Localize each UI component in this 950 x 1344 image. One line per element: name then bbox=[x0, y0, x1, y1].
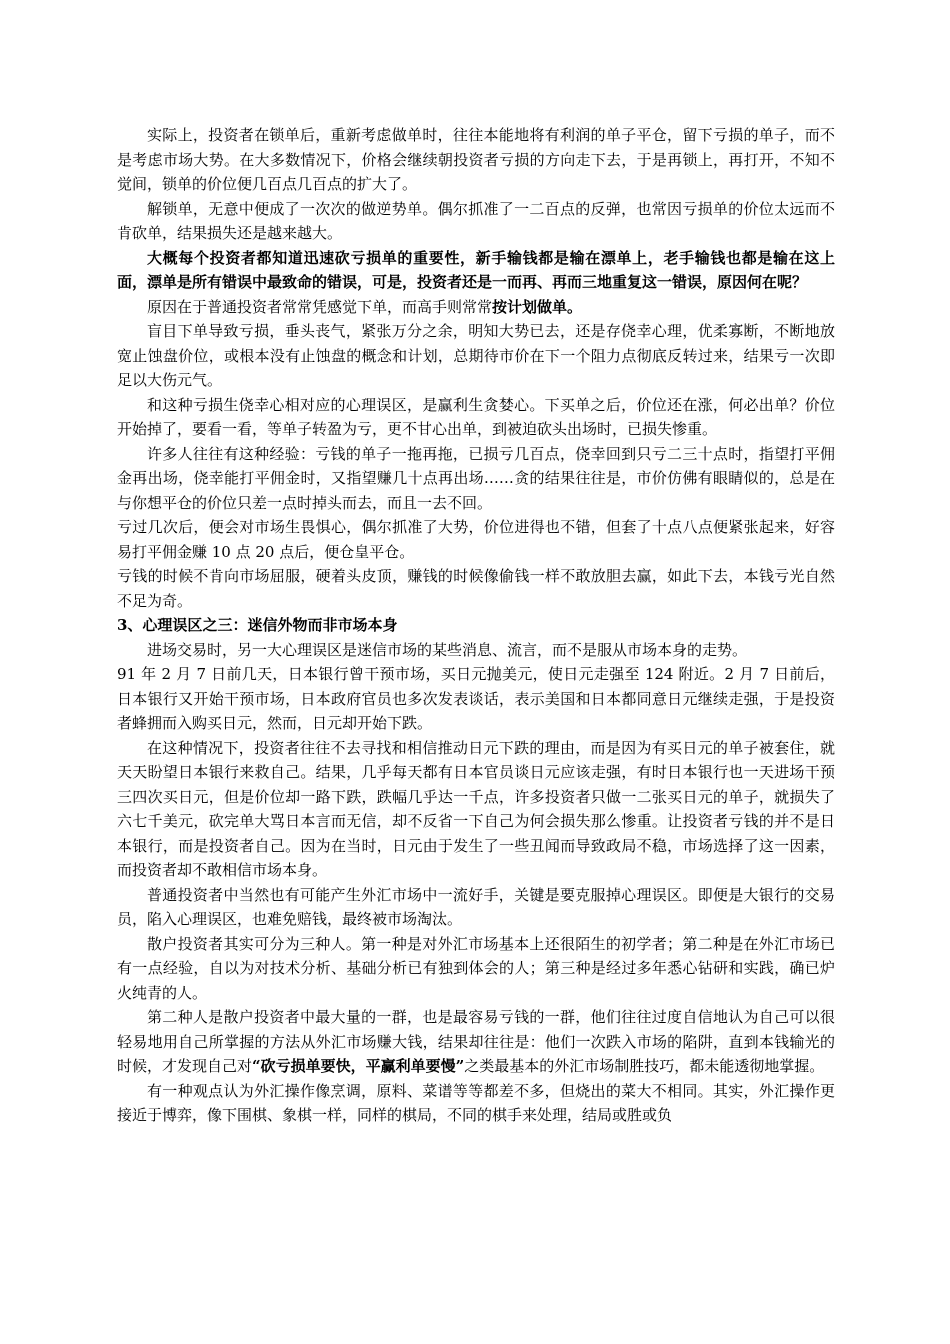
body-paragraph bbox=[117, 883, 835, 932]
body-paragraph bbox=[117, 662, 835, 736]
document-page bbox=[117, 123, 835, 1128]
emphasized-text: 按计划做单。 bbox=[492, 297, 583, 316]
body-paragraph bbox=[117, 197, 835, 246]
paragraph-text: 之类最基本的外汇市场制胜技巧，都未能透彻地掌握。 bbox=[464, 1057, 825, 1075]
paragraph-text: 盲目下单导致亏损，垂头丧气，紧张万分之余，明知大势已去，还是存侥幸心理，优柔寡断，不断地放宽止蚀盘价位，或根本没有止蚀盘的概念和计划，总期待市价在下一个阻力点彻底反转过来，结果亏一次即足以大伤元气。 bbox=[117, 322, 835, 389]
paragraph-text: 实际上，投资者在锁单后，重新考虑做单时，往往本能地将有利润的单子平仓，留下亏损的单子，而不是考虑市场大势。在大多数情况下，价格会继续朝投资者亏损的方向走下去，于是再锁上，再打开，不知不觉间，锁单的价位便几百点几百点的扩大了。 bbox=[117, 126, 835, 193]
emphasized-text: 3、心理误区之三：迷信外物而非市场本身 bbox=[117, 616, 398, 634]
body-paragraph bbox=[117, 442, 835, 516]
emphasized-text: “砍亏损单要快，平赢利单要慢” bbox=[252, 1057, 465, 1075]
body-paragraph bbox=[117, 1079, 835, 1128]
paragraph-text: 进场交易时，另一大心理误区是迷信市场的某些消息、流言，而不是服从市场本身的走势。 bbox=[147, 640, 748, 659]
body-paragraph bbox=[117, 638, 835, 663]
paragraph-text: 和这种亏损生侥幸心相对应的心理误区，是赢利生贪婪心。下买单之后，价位还在涨，何必出单？价位开始掉了，要看一看，等单子转盈为亏，更不甘心出单，到被迫砍头出场时，已损失惨重。 bbox=[117, 395, 835, 438]
paragraph-text: 有一种观点认为外汇操作像烹调，原料、菜谱等等都差不多，但烧出的菜大不相同。其实，外汇操作更接近于博弈，像下围棋、象棋一样，同样的棋局，不同的棋手来处理，结局或胜或负 bbox=[117, 1081, 835, 1124]
paragraph-text: 解锁单，无意中便成了一次次的做逆势单。偶尔抓准了一二百点的反弹，也常因亏损单的价位太远而不肯砍单，结果损失还是越来越大。 bbox=[117, 199, 835, 242]
body-paragraph bbox=[117, 393, 835, 442]
paragraph-text: 在这种情况下，投资者往往不去寻找和相信推动日元下跌的理由，而是因为有买日元的单子被套住，就天天盼望日本银行来救自己。结果，几乎每天都有日本官员谈日元应该走强，有时日本银行也一天进场干预三四次买日元，但是价位却一路下跌，跌幅几乎达一千点，许多投资者只做一二张买日元的单子，就损失了六七千美元，砍完单大骂日本言而无信，却不反省一下自己为何会损失那么惨重。让投资者亏钱的并不是日本银行，而是投资者自己。因为在当时，日元由于发生了一些丑闻而导致政局不稳，市场选择了这一因素，而投资者却不敢相信市场本身。 bbox=[117, 738, 835, 879]
paragraph-text: 91 年 2 月 7 日前几天，日本银行曾干预市场，买日元抛美元，使日元走强至 124 附近。2 月 7 日前后，日本银行又开始干预市场，日本政府官员也多次发表谈话，表示美国和日本都同意日元继续走强，于是投资者蜂拥而入购买日元，然而，日元却开始下跌。 bbox=[117, 665, 835, 732]
body-paragraph bbox=[117, 736, 835, 883]
paragraph-text: 原因在于普通投资者常常凭感觉下单，而高手则常常 bbox=[147, 297, 493, 316]
body-paragraph bbox=[117, 246, 835, 295]
body-paragraph bbox=[117, 295, 835, 320]
emphasized-text: 大概每个投资者都知道迅速砍亏损单的重要性，新手输钱都是输在漂单上，老手输钱也都是输在这上面，漂单是所有错误中最致命的错误，可是，投资者还是一而再、再而三地重复这一错误，原因何在呢？ bbox=[117, 248, 835, 291]
body-paragraph bbox=[117, 515, 835, 564]
paragraph-text: 第二种人是散户投资者中最大量的一群，也是最容易亏钱的一群，他们往往过度自信地认为自己可以很轻易地用自己所掌握的方法从外汇市场赚大钱，结果却往往是：他们一次跌入市场的陷阱，直到本钱输光的时候，才发现自己对 bbox=[117, 1008, 835, 1075]
body-paragraph bbox=[117, 1005, 835, 1079]
paragraph-text: 散户投资者其实可分为三种人。第一种是对外汇市场基本上还很陌生的初学者；第二种是在外汇市场已有一点经验，自以为对技术分析、基础分析已有独到体会的人；第三种是经过多年悉心钻研和实践，确已炉火纯青的人。 bbox=[117, 934, 835, 1002]
body-paragraph bbox=[117, 319, 835, 393]
body-paragraph bbox=[117, 123, 835, 197]
paragraph-text: 许多人往往有这种经验：亏钱的单子一拖再拖，已损亏几百点，侥幸回到只亏二三十点时，指望打平佣金再出场，侥幸能打平佣金时，又指望赚几十点再出场……贪的结果往往是，市价仿佛有眼睛似的，总是在与你想平仓的价位只差一点时掉头而去，而且一去不回。 bbox=[117, 444, 835, 512]
section-heading bbox=[117, 613, 835, 638]
paragraph-text: 普通投资者中当然也有可能产生外汇市场中一流好手，关键是要克服掉心理误区。即便是大银行的交易员，陷入心理误区，也难免赔钱，最终被市场淘汰。 bbox=[117, 885, 835, 928]
body-paragraph bbox=[117, 932, 835, 1006]
paragraph-text: 亏过几次后，便会对市场生畏惧心，偶尔抓准了大势，价位进得也不错，但套了十点八点便紧张起来，好容易打平佣金赚 10 点 20 点后，便仓皇平仓。 bbox=[117, 518, 835, 561]
paragraph-text: 亏钱的时候不肯向市场屈服，硬着头皮顶，赚钱的时候像偷钱一样不敢放胆去赢，如此下去，本钱亏光自然不足为奇。 bbox=[117, 567, 835, 610]
body-paragraph bbox=[117, 564, 835, 613]
